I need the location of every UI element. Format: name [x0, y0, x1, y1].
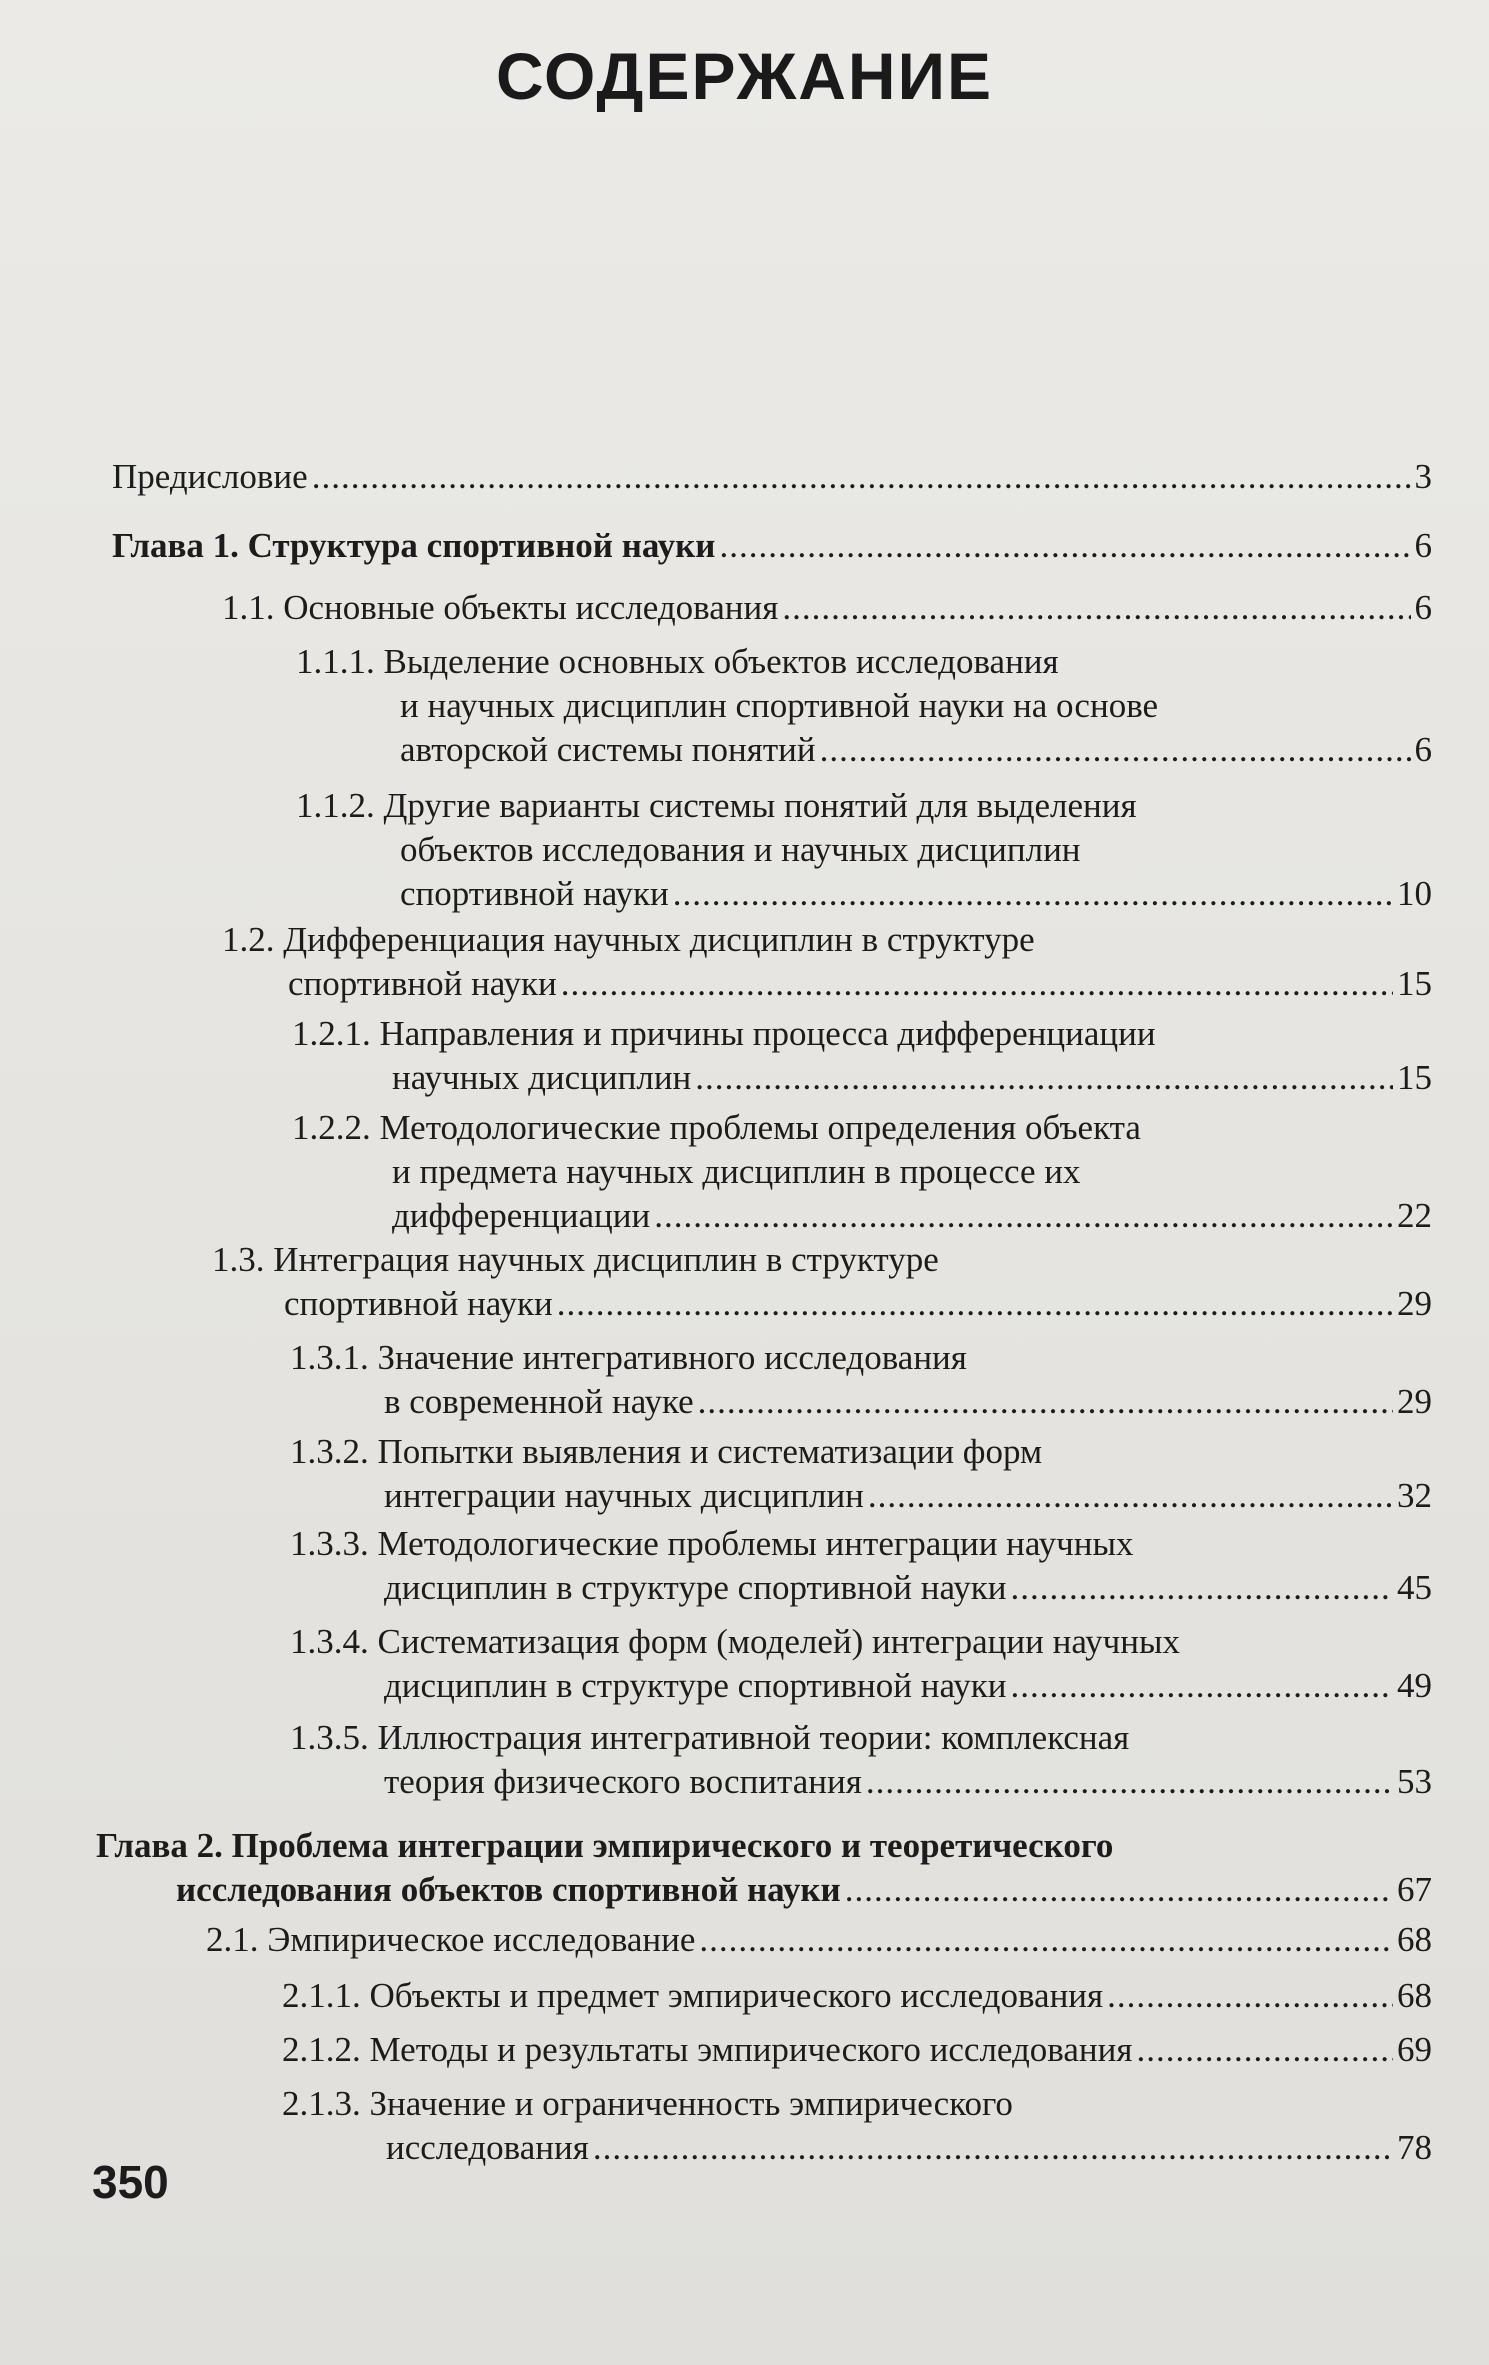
toc-entry [0, 1824, 1432, 1912]
toc-entry-title: 1.2. Дифференциация научных дисциплин в структуре [222, 920, 1035, 959]
toc-leader-dots [1010, 1664, 1393, 1708]
toc-entry-title: Глава 1. Структура спортивной науки [112, 526, 716, 565]
toc-page-number: 6 [1414, 730, 1432, 769]
toc-entry [0, 1430, 1432, 1518]
toc-entry [0, 455, 1432, 499]
toc-page-number: 15 [1397, 964, 1432, 1003]
toc-entry [0, 586, 1432, 630]
toc-entry-title: 1.3. Интеграция научных дисциплин в структуре [212, 1240, 939, 1279]
toc-leader-dots [561, 962, 1393, 1006]
toc-entry [0, 1620, 1432, 1708]
toc-entry [0, 1918, 1432, 1962]
toc-page-number: 68 [1397, 1976, 1432, 2015]
toc-leader-dots [1107, 1974, 1393, 2018]
toc-entry-title: дифференциации [392, 1196, 651, 1235]
toc-page-number: 3 [1414, 457, 1432, 496]
toc-page-number: 68 [1397, 1920, 1432, 1959]
toc-page-number: 29 [1397, 1284, 1432, 1323]
toc-leader-dots [312, 455, 1411, 499]
toc-entry-title: спортивной науки [400, 874, 669, 913]
toc-entry-title: 1.1.1. Выделение основных объектов исследования [296, 642, 1059, 681]
toc-page-number: 10 [1397, 874, 1432, 913]
toc-page-number: 49 [1397, 1666, 1432, 1705]
toc-entry-title: 1.3.2. Попытки выявления и систематизации форм [290, 1432, 1043, 1471]
toc-leader-dots [845, 1868, 1393, 1912]
toc-leader-dots [699, 1918, 1393, 1962]
toc-page-number: 6 [1414, 588, 1432, 627]
toc-entry [0, 1336, 1432, 1424]
toc-leader-dots [782, 586, 1410, 630]
toc-leader-dots [698, 1380, 1393, 1424]
toc-page-number: 22 [1397, 1196, 1432, 1235]
toc-leader-dots [557, 1282, 1393, 1326]
toc-entry [0, 1012, 1432, 1100]
toc-entry-title: 2.1. Эмпирическое исследование [206, 1920, 696, 1959]
toc-entry-title: теория физического воспитания [384, 1762, 862, 1801]
toc-page-number: 69 [1397, 2030, 1432, 2069]
toc-leader-dots [695, 1056, 1393, 1100]
toc-entry-title: авторской системы понятий [400, 730, 816, 769]
toc-leader-dots [866, 1760, 1393, 1804]
toc-entry [0, 524, 1432, 568]
toc-entry-title: 2.1.2. Методы и результаты эмпирического исследования [282, 2030, 1133, 2069]
toc-entry-title: спортивной науки [288, 964, 557, 1003]
toc-entry-title: интеграции научных дисциплин [384, 1476, 864, 1515]
toc-entry-title: 1.1.2. Другие варианты системы понятий для выделения [296, 786, 1137, 825]
toc-page-number: 45 [1397, 1568, 1432, 1607]
toc-entry-title: исследования [386, 2128, 589, 2167]
toc-entry-title: дисциплин в структуре спортивной науки [384, 1666, 1007, 1705]
toc-entry-title: 2.1.3. Значение и ограниченность эмпирического [282, 2084, 1013, 2123]
toc-entry-title: 1.1. Основные объекты исследования [222, 588, 779, 627]
toc-entry-title: и научных дисциплин спортивной науки на основе [400, 686, 1159, 725]
toc-leader-dots [868, 1474, 1393, 1518]
toc-leader-dots [593, 2126, 1393, 2170]
toc-page-number: 67 [1397, 1870, 1432, 1909]
page-number: 350 [92, 2156, 169, 2208]
toc-entry [0, 640, 1432, 772]
toc-entry-title: объектов исследования и научных дисциплин [400, 830, 1081, 869]
toc-entry [0, 918, 1432, 1006]
toc-entry [0, 2028, 1432, 2072]
toc-entry-title: 2.1.1. Объекты и предмет эмпирического исследования [282, 1976, 1104, 2015]
toc-entry-title: 1.3.5. Иллюстрация интегративной теории: комплексная [290, 1718, 1130, 1757]
toc-leader-dots [719, 524, 1410, 568]
toc-entry [0, 784, 1432, 916]
page-title: СОДЕРЖАНИЕ [495, 39, 994, 113]
toc-leader-dots [820, 728, 1411, 772]
toc-entry-title: 1.3.3. Методологические проблемы интеграции научных [290, 1524, 1134, 1563]
toc-entry-title: 1.3.1. Значение интегративного исследования [290, 1338, 967, 1377]
toc-page-number: 32 [1397, 1476, 1432, 1515]
toc-entry-title: 1.2.2. Методологические проблемы определения объекта [292, 1108, 1141, 1147]
toc-entry-title: 1.3.4. Систематизация форм (моделей) интеграции научных [290, 1622, 1180, 1661]
toc-entry [0, 1238, 1432, 1326]
toc-entry [0, 2082, 1432, 2170]
toc-entry-title: исследования объектов спортивной науки [176, 1870, 841, 1909]
toc-page-number: 6 [1414, 526, 1432, 565]
toc-entry-title: Предисловие [112, 457, 308, 496]
toc-entry [0, 1522, 1432, 1610]
toc-leader-dots [1010, 1566, 1393, 1610]
toc-leader-dots [654, 1194, 1393, 1238]
toc-entry-title: и предмета научных дисциплин в процессе их [392, 1152, 1081, 1191]
toc-page-number: 53 [1397, 1762, 1432, 1801]
toc-entry-title: в современной науке [384, 1382, 694, 1421]
toc-leader-dots [1136, 2028, 1393, 2072]
toc-entry [0, 1106, 1432, 1238]
toc-entry-title: спортивной науки [284, 1284, 553, 1323]
toc-entry-title: дисциплин в структуре спортивной науки [384, 1568, 1007, 1607]
toc-entry-title: научных дисциплин [392, 1058, 692, 1097]
toc-page-number: 15 [1397, 1058, 1432, 1097]
toc-entry [0, 1716, 1432, 1804]
toc-entry-title: 1.2.1. Направления и причины процесса дифференциации [292, 1014, 1156, 1053]
toc-leader-dots [673, 872, 1393, 916]
toc-page-number: 78 [1397, 2128, 1432, 2167]
toc-entry-title: Глава 2. Проблема интеграции эмпирического и теоретического [96, 1826, 1114, 1865]
toc-page-number: 29 [1397, 1382, 1432, 1421]
toc-entry [0, 1974, 1432, 2018]
